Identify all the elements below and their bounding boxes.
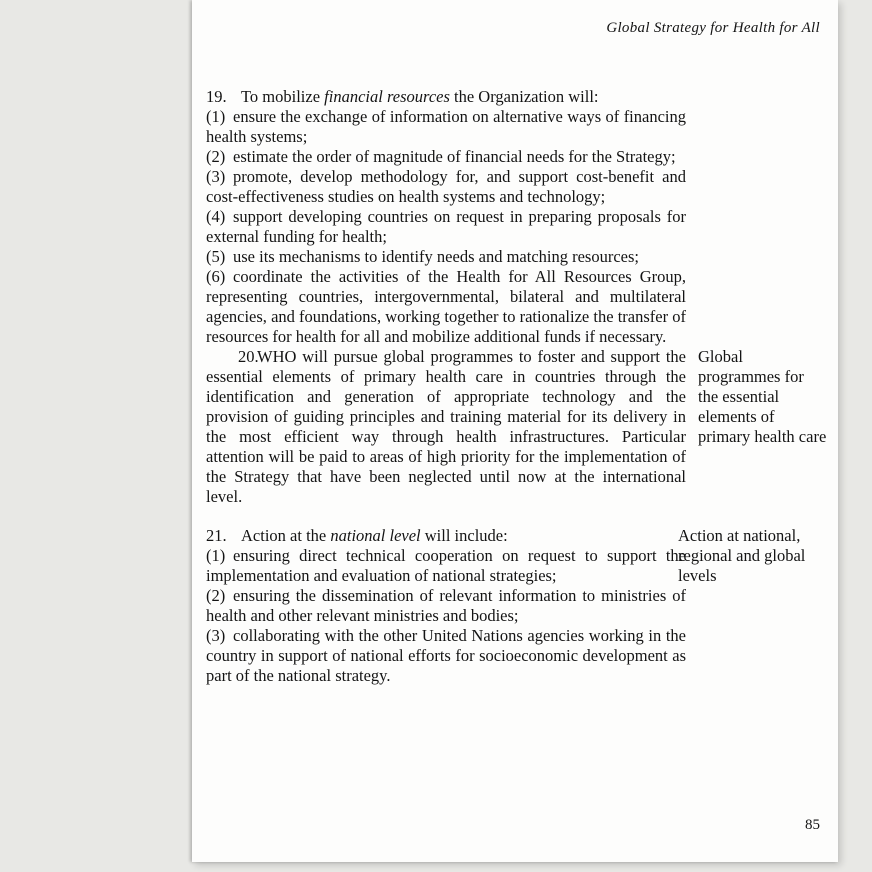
list-item-19-2-text: estimate the order of magnitude of financial needs for the Strategy; [233, 147, 676, 166]
list-item-21-1 [206, 546, 686, 586]
list-item-19-4-text: support developing countries on request in preparing proposals for external funding for health; [206, 207, 686, 246]
paragraph-19-tail: the Organization will: [449, 87, 599, 106]
list-item-19-4-number: (4) [206, 207, 226, 226]
paragraph-21-tail: will include: [420, 526, 508, 545]
list-item-21-3-number: (3) [206, 626, 226, 645]
paragraph-21-emphasis: national level [330, 526, 421, 545]
paragraph-20-text: WHO will pursue global programmes to foster and support the essential elements of primary health care in countries through the identification and generation of appropriate technology and the provision of guiding principles and training material for its delivery in the most efficient way through health infrastructures. Particular attention will be paid to areas of high priority for the implementation of the Strategy that have been neglected until now at the international level. [206, 347, 686, 506]
paragraph-19 [206, 87, 686, 107]
list-item-19-5-text: use its mechanisms to identify needs and matching resources; [233, 247, 639, 266]
list-item-19-2-number: (2) [206, 147, 226, 166]
list-item-21-2 [206, 586, 686, 626]
margin-note-global-programmes: Global programmes for the essential elements of primary health care [698, 347, 827, 446]
paragraph-19-lead: To mobilize [241, 87, 325, 106]
list-item-21-1-text: ensuring direct technical cooperation on request to support the implementation and evaluation of national strategies; [206, 546, 686, 585]
list-item-21-2-number: (2) [206, 586, 226, 605]
paragraph-21-lead: Action at the [241, 526, 331, 545]
paragraph-21-number: 21. [206, 526, 227, 545]
list-item-19-5 [206, 247, 686, 267]
list-item-19-1-text: ensure the exchange of information on alternative ways of financing health systems; [206, 107, 686, 146]
paragraph-20-number: 20. [238, 347, 259, 366]
list-item-19-5-number: (5) [206, 247, 226, 266]
list-item-19-3 [206, 167, 686, 207]
list-item-19-6-text: coordinate the activities of the Health for All Resources Group, representing countries, intergovernmental, bilateral and multilateral agencies, and foundations, working together to rationalize the transfer of resources for health for all and mobilize additional funds if necessary. [206, 267, 686, 346]
list-item-19-1 [206, 107, 686, 147]
page-number: 85 [805, 817, 820, 833]
list-item-21-3 [206, 626, 686, 686]
list-item-21-1-number: (1) [206, 546, 226, 565]
paragraph-19-number: 19. [206, 87, 227, 106]
paragraph-19-emphasis: financial resources [324, 87, 450, 106]
list-item-19-1-number: (1) [206, 107, 226, 126]
paragraph-20 [206, 347, 827, 507]
list-item-19-2 [206, 147, 686, 167]
margin-note-action-levels: Action at national, regional and global levels [678, 526, 806, 585]
list-item-19-4 [206, 207, 686, 247]
book-page [192, 0, 838, 862]
list-item-19-6 [206, 267, 686, 347]
list-item-19-3-text: promote, develop methodology for, and support cost-benefit and cost-effectiveness studies on health systems and technology; [206, 167, 686, 206]
list-item-21-2-text: ensuring the dissemination of relevant information to ministries of health and other relevant ministries and bodies; [206, 586, 686, 625]
list-item-19-6-number: (6) [206, 267, 226, 286]
running-header: Global Strategy for Health for All [606, 20, 820, 36]
list-item-19-3-number: (3) [206, 167, 226, 186]
list-item-21-3-text: collaborating with the other United Nations agencies working in the country in support of national efforts for socioeconomic development as part of the national strategy. [206, 626, 686, 685]
